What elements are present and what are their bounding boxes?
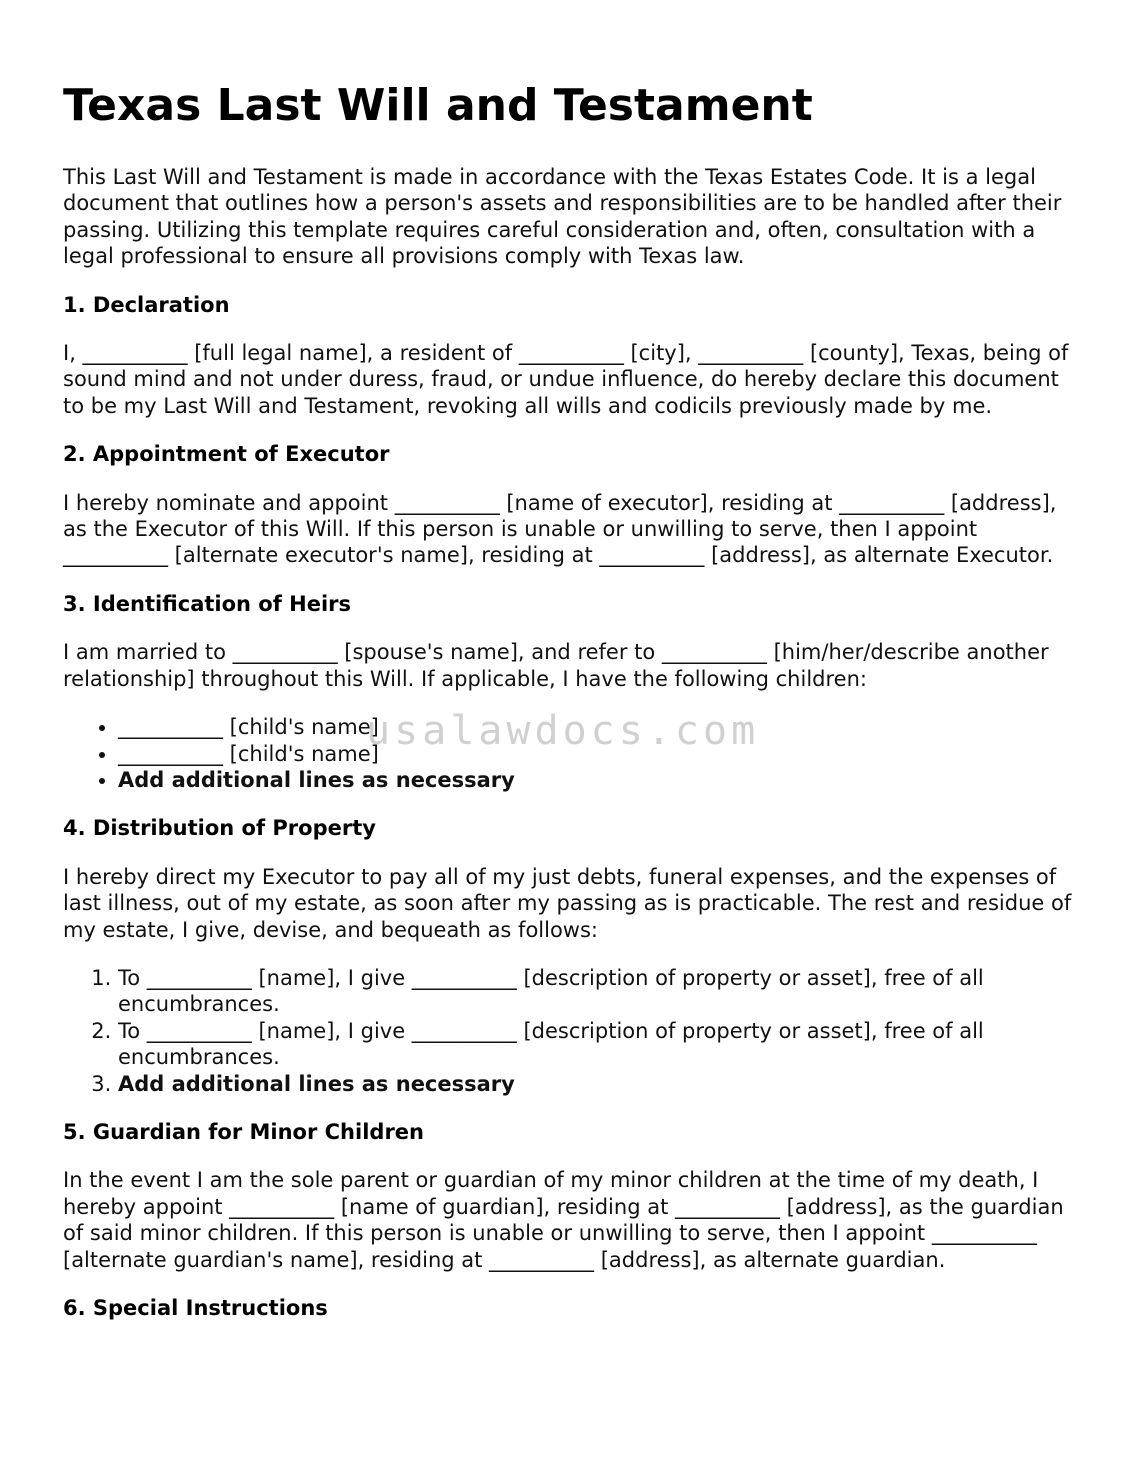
- section-heading-guardian: 5. Guardian for Minor Children: [63, 1119, 424, 1144]
- add-more-label: Add additional lines as necessary: [118, 1071, 515, 1096]
- list-item: • __________ [child's name]: [118, 741, 1073, 767]
- list-item: 2. To __________ [name], I give __________ [description of property or asset], free of all encumbrances.: [118, 1018, 1073, 1071]
- section-heading-executor: 2. Appointment of Executor: [63, 442, 390, 467]
- guardian-text: In the event I am the sole parent or guardian of my minor children at the time of my death, I hereby appoint __________ [name of guardian], residing at __________ [address], as the guardian of said minor children. If this person is unable or unwilling to serve, then I appoint __________ [alternate guardian's name], residing at __________ [address], as alternate guardian.: [63, 1168, 1064, 1272]
- section-heading-special: 6. Special Instructions: [63, 1296, 328, 1320]
- list-item: 1. To __________ [name], I give __________ [description of property or asset], free of all encumbrances.: [118, 965, 1073, 1018]
- list-item-add-more: [118, 767, 1073, 793]
- section-heading-declaration: 1. Declaration: [63, 292, 230, 317]
- document-title: Texas Last Will and Testament: [63, 80, 813, 131]
- bequest-list: [63, 965, 1073, 1097]
- executor-text: I hereby nominate and appoint __________ [name of executor], residing at __________ [address], as the Executor of this Will. If this person is unable or unwilling to serve, then I appoint __________ [alternate executor's name], residing at __________ [address], as alternate Executor.: [63, 490, 1057, 568]
- list-item: • __________ [child's name]: [118, 714, 1073, 740]
- watermark: usalawdocs.com: [366, 708, 760, 754]
- distribution-text: I hereby direct my Executor to pay all of my just debts, funeral expenses, and the expenses of last illness, out of my estate, as soon after my passing as is practicable. The rest and residue of my estate, I give, devise, and bequeath as follows:: [63, 864, 1072, 942]
- intro-paragraph: This Last Will and Testament is made in accordance with the Texas Estates Code. It is a legal document that outlines how a person's assets and responsibilities are to be handled after their passing. Utilizing this template requires careful consideration and, often, consultation with a legal professional to ensure all provisions comply with Texas law.: [63, 165, 1062, 269]
- section-heading-distribution: 4. Distribution of Property: [63, 816, 376, 841]
- list-item-add-more: [118, 1071, 1073, 1097]
- declaration-text: I, __________ [full legal name], a resident of __________ [city], __________ [county], Texas, being of sound mind and not under duress, fraud, or undue influence, do hereby declare this document to be my Last Will and Testament, revoking all wills and codicils previously made by me.: [63, 341, 1069, 418]
- section-heading-heirs: 3. Identification of Heirs: [63, 591, 352, 616]
- heirs-text: I am married to __________ [spouse's name], and refer to __________ [him/her/describe another relationship] throughout this Will. If applicable, I have the following children:: [63, 640, 1049, 691]
- add-more-label: Add additional lines as necessary: [118, 767, 515, 792]
